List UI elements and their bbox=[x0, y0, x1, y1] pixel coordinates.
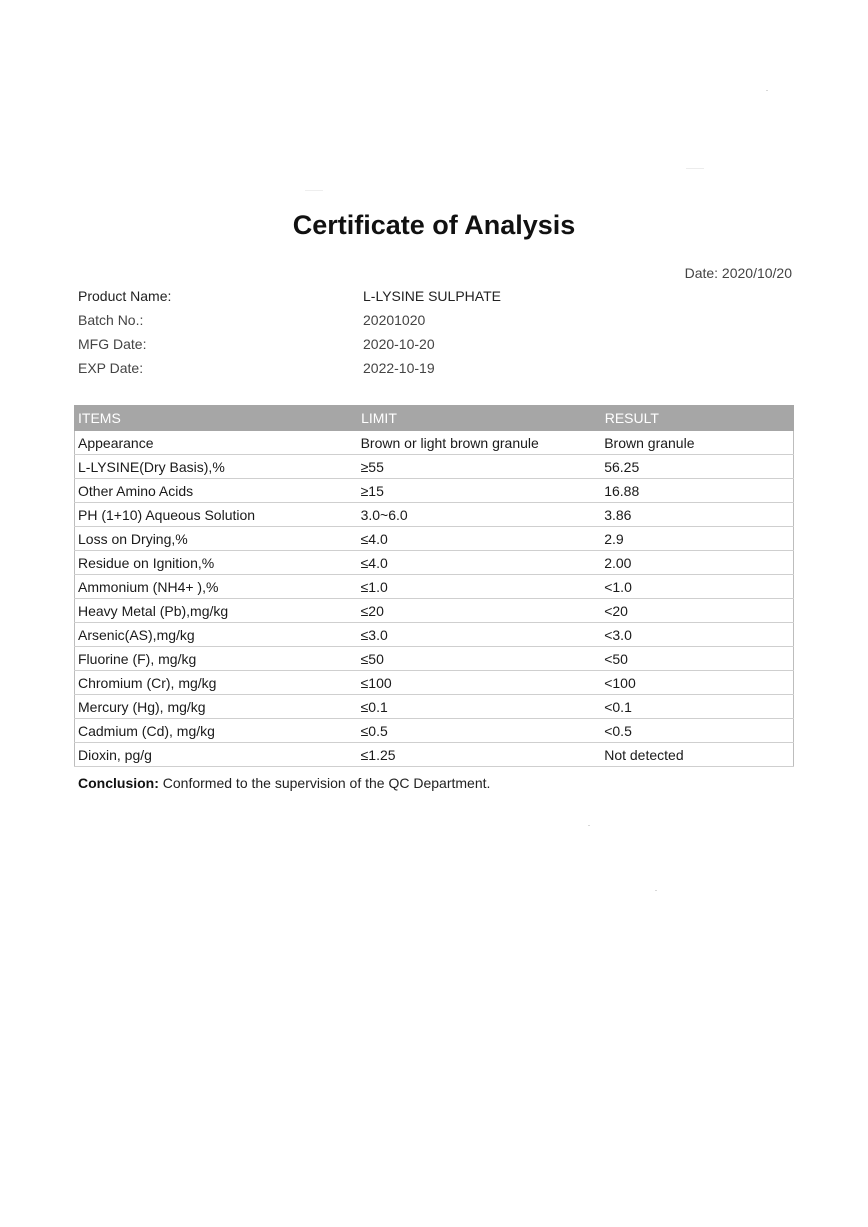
result-cell: 3.86 bbox=[601, 503, 793, 527]
limit-cell: ≤0.1 bbox=[358, 695, 602, 719]
product-name-row bbox=[78, 288, 578, 312]
result-cell: <0.5 bbox=[601, 719, 793, 743]
result-cell: <50 bbox=[601, 647, 793, 671]
table-row bbox=[75, 503, 794, 527]
header-items: ITEMS bbox=[75, 406, 358, 431]
document-title: Certificate of Analysis bbox=[292, 210, 576, 240]
result-cell: 16.88 bbox=[601, 479, 793, 503]
result-cell: <100 bbox=[601, 671, 793, 695]
table-row bbox=[75, 455, 794, 479]
batch-no-label: Batch No.: bbox=[78, 312, 144, 328]
header-result: RESULT bbox=[601, 406, 793, 431]
limit-cell: ≤0.5 bbox=[358, 719, 602, 743]
item-cell: Dioxin, pg/g bbox=[75, 743, 358, 767]
table-row bbox=[75, 599, 794, 623]
limit-cell: ≤3.0 bbox=[358, 623, 602, 647]
result-cell: 2.00 bbox=[601, 551, 793, 575]
mfg-date-value: 2020-10-20 bbox=[363, 336, 435, 352]
table-row bbox=[75, 527, 794, 551]
scan-speck bbox=[305, 190, 323, 191]
limit-cell: ≤1.25 bbox=[358, 743, 602, 767]
conclusion-label: Conclusion: bbox=[78, 775, 159, 791]
item-cell: Fluorine (F), mg/kg bbox=[75, 647, 358, 671]
result-cell: <3.0 bbox=[601, 623, 793, 647]
item-cell: Mercury (Hg), mg/kg bbox=[75, 695, 358, 719]
item-cell: Arsenic(AS),mg/kg bbox=[75, 623, 358, 647]
limit-cell: ≥55 bbox=[358, 455, 602, 479]
scan-speck bbox=[766, 90, 768, 91]
product-name-label: Product Name: bbox=[78, 288, 172, 304]
conclusion bbox=[78, 775, 490, 791]
item-cell: Ammonium (NH4+ ),% bbox=[75, 575, 358, 599]
exp-date-value: 2022-10-19 bbox=[363, 360, 435, 376]
result-cell: Not detected bbox=[601, 743, 793, 767]
limit-cell: ≤100 bbox=[358, 671, 602, 695]
item-cell: Heavy Metal (Pb),mg/kg bbox=[75, 599, 358, 623]
scan-speck bbox=[655, 890, 657, 891]
batch-no-row bbox=[78, 312, 578, 336]
table-row bbox=[75, 431, 794, 455]
result-cell: <20 bbox=[601, 599, 793, 623]
scan-speck bbox=[588, 825, 590, 826]
item-cell: Cadmium (Cd), mg/kg bbox=[75, 719, 358, 743]
batch-no-value: 20201020 bbox=[363, 312, 426, 328]
table-row bbox=[75, 719, 794, 743]
result-cell: 2.9 bbox=[601, 527, 793, 551]
table-row bbox=[75, 647, 794, 671]
table-row bbox=[75, 479, 794, 503]
table-row bbox=[75, 695, 794, 719]
limit-cell: 3.0~6.0 bbox=[358, 503, 602, 527]
item-cell: Chromium (Cr), mg/kg bbox=[75, 671, 358, 695]
limit-cell: ≤4.0 bbox=[358, 527, 602, 551]
result-cell: <1.0 bbox=[601, 575, 793, 599]
item-cell: PH (1+10) Aqueous Solution bbox=[75, 503, 358, 527]
limit-cell: ≤20 bbox=[358, 599, 602, 623]
table-row bbox=[75, 623, 794, 647]
result-cell: <0.1 bbox=[601, 695, 793, 719]
exp-date-row bbox=[78, 360, 578, 384]
item-cell: Appearance bbox=[75, 431, 358, 455]
limit-cell: ≤50 bbox=[358, 647, 602, 671]
table-row bbox=[75, 743, 794, 767]
table-header-row bbox=[75, 406, 794, 431]
table-row bbox=[75, 575, 794, 599]
limit-cell: ≤4.0 bbox=[358, 551, 602, 575]
table-row bbox=[75, 551, 794, 575]
item-cell: Residue on Ignition,% bbox=[75, 551, 358, 575]
certificate-date: Date: 2020/10/20 bbox=[684, 265, 792, 281]
exp-date-label: EXP Date: bbox=[78, 360, 144, 376]
item-cell: Loss on Drying,% bbox=[75, 527, 358, 551]
item-cell: L-LYSINE(Dry Basis),% bbox=[75, 455, 358, 479]
analysis-table bbox=[74, 405, 794, 767]
scan-speck bbox=[686, 168, 704, 169]
item-cell: Other Amino Acids bbox=[75, 479, 358, 503]
limit-cell: Brown or light brown granule bbox=[358, 431, 602, 455]
table-row bbox=[75, 671, 794, 695]
product-name-value: L-LYSINE SULPHATE bbox=[363, 288, 501, 304]
mfg-date-row bbox=[78, 336, 578, 360]
conclusion-text: Conformed to the supervision of the QC Department. bbox=[162, 775, 491, 791]
limit-cell: ≤1.0 bbox=[358, 575, 602, 599]
mfg-date-label: MFG Date: bbox=[78, 336, 147, 352]
header-limit: LIMIT bbox=[358, 406, 602, 431]
result-cell: Brown granule bbox=[601, 431, 793, 455]
product-info bbox=[78, 288, 578, 384]
table-body bbox=[75, 431, 794, 767]
limit-cell: ≥15 bbox=[358, 479, 602, 503]
result-cell: 56.25 bbox=[601, 455, 793, 479]
